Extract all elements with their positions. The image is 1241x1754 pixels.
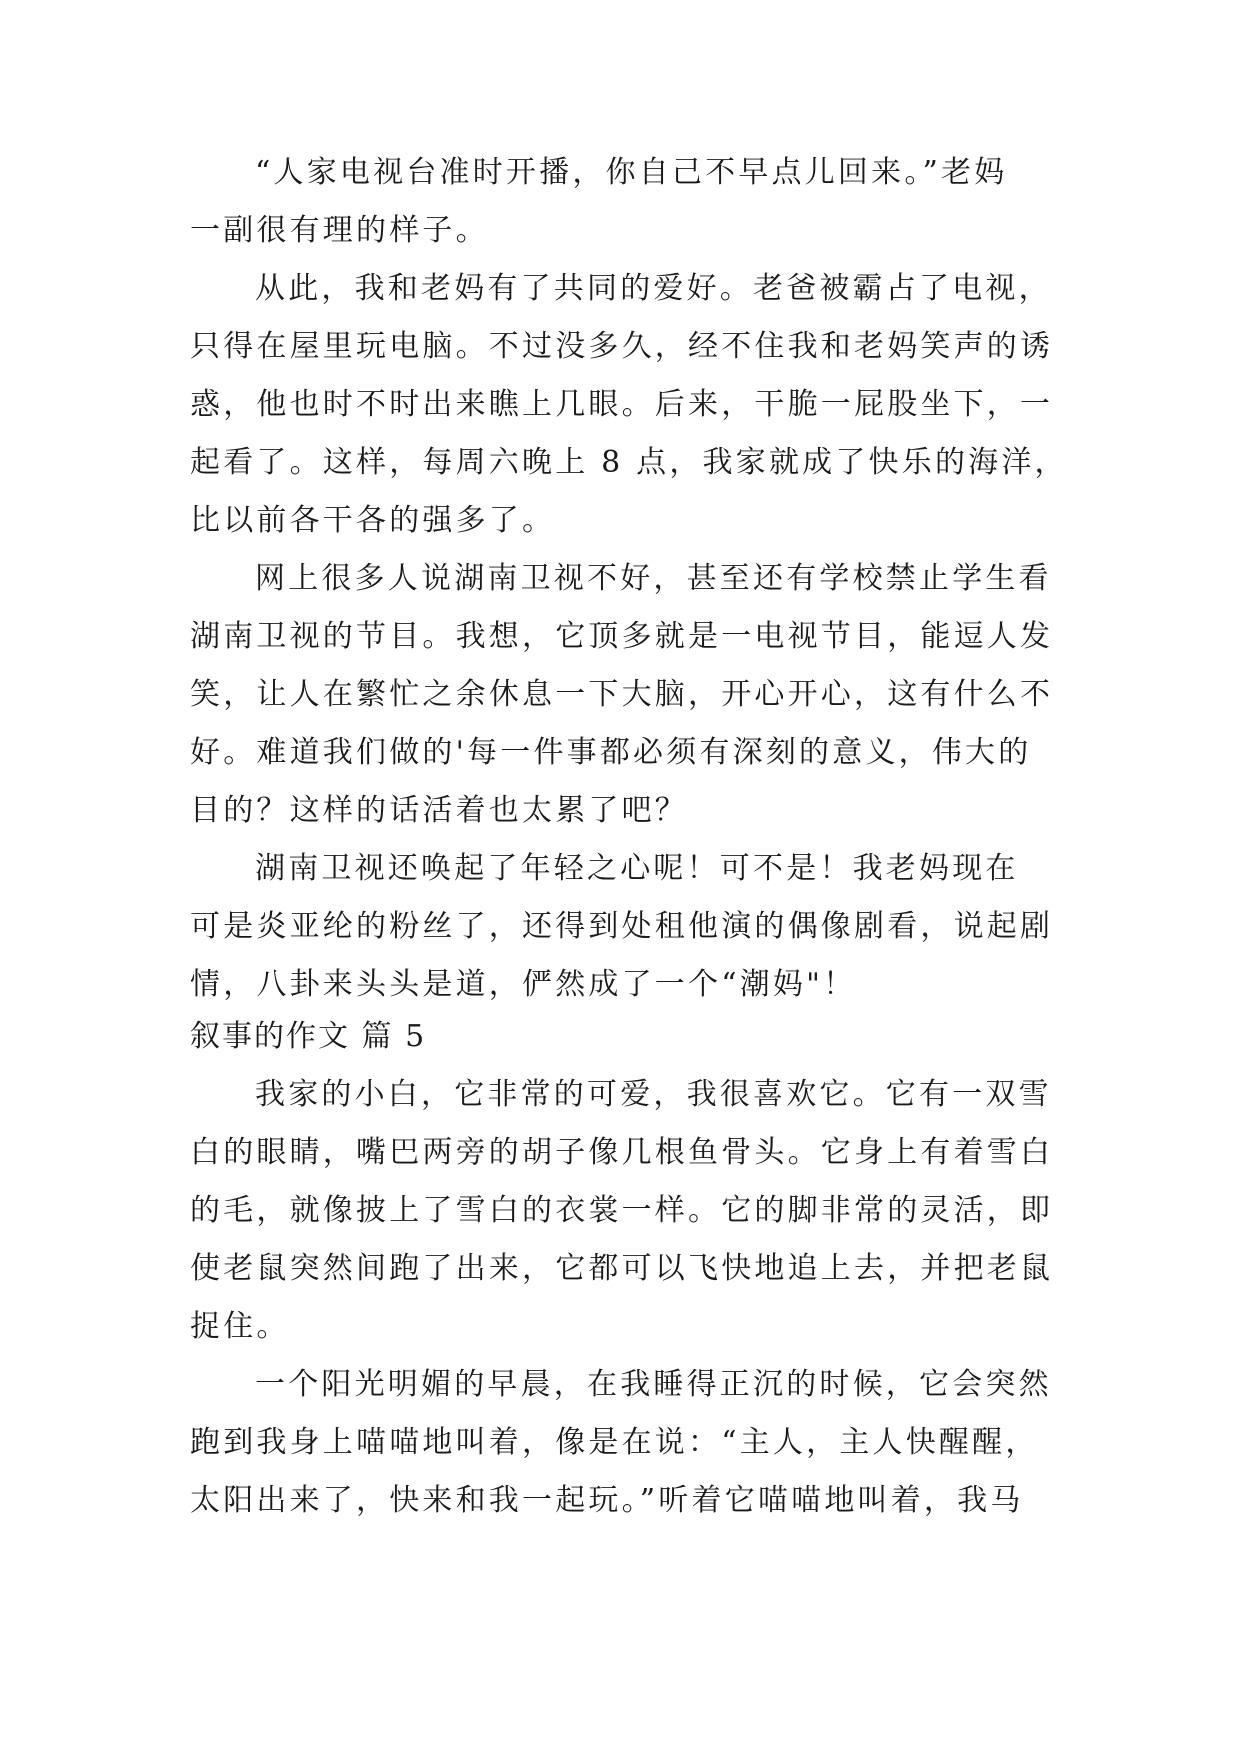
- paragraph-line: 捉住。: [190, 1309, 290, 1344]
- section-heading: 叙事的作文 篇 5: [190, 1019, 427, 1054]
- paragraph-line: 起看了。这样，每周六晚上 8 点，我家就成了快乐的海洋，: [190, 445, 1068, 480]
- paragraph-line: 湖南卫视还唤起了年轻之心呢！可不是！我老妈现在: [255, 851, 1019, 886]
- paragraph-line: 太阳出来了，快来和我一起玩。”听着它喵喵地叫着，我马: [190, 1483, 1024, 1518]
- paragraph-line: 白的眼睛，嘴巴两旁的胡子像几根鱼骨头。它身上有着雪白: [190, 1135, 1054, 1170]
- paragraph-line: 我家的小白，它非常的可爱，我很喜欢它。它有一双雪: [255, 1077, 1052, 1112]
- paragraph-line: 只得在屋里玩电脑。不过没多久，经不住我和老妈笑声的诱: [190, 329, 1054, 364]
- paragraph-line: 比以前各干各的强多了。: [190, 503, 556, 538]
- paragraph-line: 网上很多人说湖南卫视不好，甚至还有学校禁止学生看: [255, 561, 1052, 596]
- paragraph-line: 可是炎亚纶的粉丝了，还得到处租他演的偶像剧看，说起剧: [190, 909, 1054, 944]
- paragraph-line: 惑，他也时不时出来瞧上几眼。后来，干脆一屁股坐下，一: [190, 387, 1054, 422]
- paragraph-line: 好。难道我们做的'每一件事都必须有深刻的意义，伟大的: [190, 735, 1032, 770]
- paragraph-line: 一个阳光明媚的早晨，在我睡得正沉的时候，它会突然: [255, 1367, 1052, 1402]
- paragraph-line: 的毛，就像披上了雪白的衣裳一样。它的脚非常的灵活，即: [190, 1193, 1054, 1228]
- paragraph-line: 湖南卫视的节目。我想，它顶多就是一电视节目，能逗人发: [190, 619, 1054, 654]
- paragraph-line: 情，八卦来头头是道，俨然成了一个“潮妈"！: [190, 967, 857, 1002]
- paragraph-line: 跑到我身上喵喵地叫着，像是在说：“主人，主人快醒醒，: [190, 1425, 1039, 1460]
- paragraph-line: 目的？这样的话活着也太累了吧？: [190, 793, 688, 828]
- paragraph-line: “人家电视台准时开播，你自己不早点儿回来。”老妈: [255, 155, 1008, 190]
- paragraph-line: 一副很有理的样子。: [190, 213, 489, 248]
- paragraph-line: 笑，让人在繁忙之余休息一下大脑，开心开心，这有什么不: [190, 677, 1054, 712]
- paragraph-line: 从此，我和老妈有了共同的爱好。老爸被霸占了电视，: [255, 271, 1052, 306]
- paragraph-line: 使老鼠突然间跑了出来，它都可以飞快地追上去，并把老鼠: [190, 1251, 1054, 1286]
